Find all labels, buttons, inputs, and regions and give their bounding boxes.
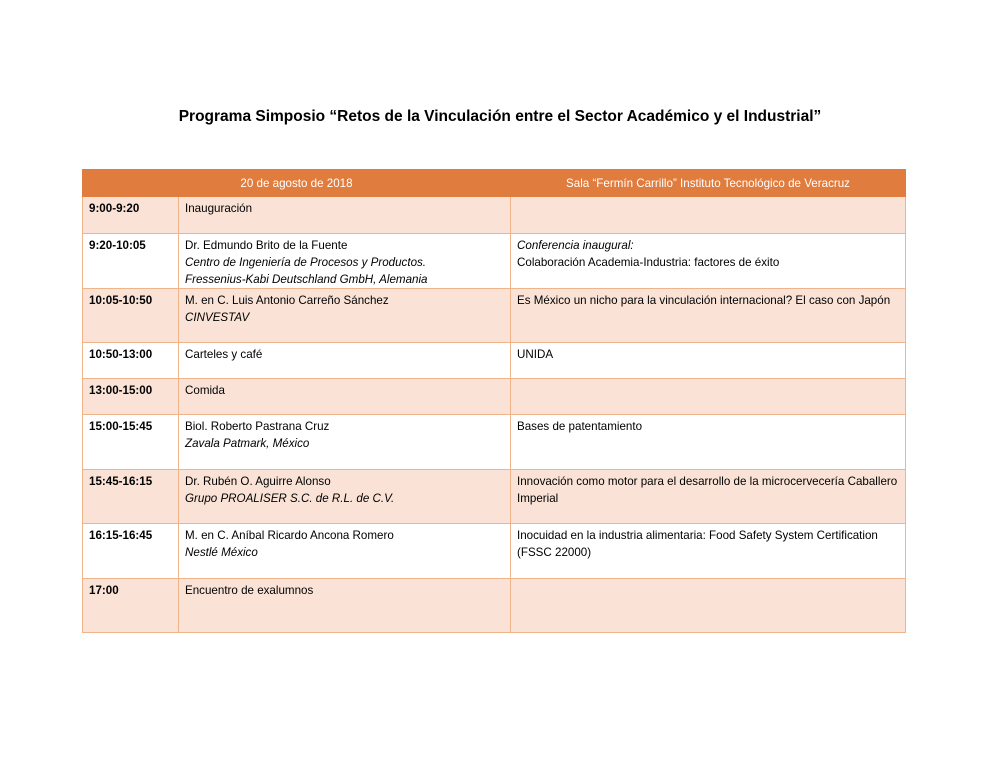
topic-text: UNIDA (517, 348, 554, 361)
row-speaker (179, 415, 511, 470)
row-topic (511, 234, 906, 289)
speaker-name: M. en C. Luis Antonio Carreño Sánchez (185, 294, 389, 307)
row-speaker (179, 234, 511, 289)
row-speaker (179, 197, 511, 234)
table-row (83, 415, 906, 470)
table-row (83, 289, 906, 343)
speaker-name: Dr. Rubén O. Aguirre Alonso (185, 475, 331, 488)
table-row (83, 579, 906, 633)
row-time: 15:45-16:15 (83, 470, 179, 524)
row-time: 10:05-10:50 (83, 289, 179, 343)
table-header-row (83, 170, 906, 197)
row-topic (511, 197, 906, 234)
topic-text: Innovación como motor para el desarrollo de la microcervecería Caballero Imperial (517, 475, 898, 505)
row-speaker (179, 343, 511, 379)
topic-text: Inocuidad en la industria alimentaria: Food Safety System Certification (FSSC 22000) (517, 529, 878, 559)
page-title: Programa Simposio “Retos de la Vinculación entre el Sector Académico y el Industrial” (178, 108, 822, 125)
table-row (83, 524, 906, 579)
topic-label: Conferencia inaugural: (517, 239, 634, 252)
row-speaker (179, 579, 511, 633)
topic-text: Colaboración Academia-Industria: factores de éxito (517, 256, 780, 269)
row-time: 9:20-10:05 (83, 234, 179, 289)
row-topic (511, 289, 906, 343)
header-date: 20 de agosto de 2018 (83, 170, 511, 197)
table-row (83, 343, 906, 379)
program-table (82, 169, 906, 633)
row-speaker (179, 289, 511, 343)
row-topic (511, 343, 906, 379)
speaker-affiliation: Grupo PROALISER S.C. de R.L. de C.V. (185, 492, 395, 505)
row-time: 10:50-13:00 (83, 343, 179, 379)
speaker-affiliation: Nestlé México (185, 546, 258, 559)
row-time: 15:00-15:45 (83, 415, 179, 470)
speaker-name: Carteles y café (185, 348, 263, 361)
speaker-name: Comida (185, 384, 225, 397)
speaker-name: M. en C. Aníbal Ricardo Ancona Romero (185, 529, 394, 542)
speaker-affiliation: Centro de Ingeniería de Procesos y Productos. (185, 256, 427, 269)
row-topic (511, 379, 906, 415)
row-topic (511, 524, 906, 579)
header-venue: Sala “Fermín Carrillo” Instituto Tecnológico de Veracruz (511, 170, 906, 197)
speaker-affiliation: CINVESTAV (185, 311, 250, 324)
speaker-name: Biol. Roberto Pastrana Cruz (185, 420, 330, 433)
row-topic (511, 579, 906, 633)
table-row (83, 234, 906, 289)
row-time: 16:15-16:45 (83, 524, 179, 579)
table-row (83, 197, 906, 234)
speaker-affiliation: Fressenius-Kabi Deutschland GmbH, Alemania (185, 273, 428, 286)
row-time: 17:00 (83, 579, 179, 633)
row-topic (511, 415, 906, 470)
row-time: 9:00-9:20 (83, 197, 179, 234)
row-speaker (179, 379, 511, 415)
table-row (83, 470, 906, 524)
speaker-name: Dr. Edmundo Brito de la Fuente (185, 239, 348, 252)
topic-text: Es México un nicho para la vinculación internacional? El caso con Japón (517, 294, 891, 307)
row-speaker (179, 470, 511, 524)
speaker-affiliation: Zavala Patmark, México (185, 437, 310, 450)
topic-text: Bases de patentamiento (517, 420, 643, 433)
row-speaker (179, 524, 511, 579)
speaker-name: Inauguración (185, 202, 253, 215)
table-row (83, 379, 906, 415)
row-time: 13:00-15:00 (83, 379, 179, 415)
speaker-name: Encuentro de exalumnos (185, 584, 314, 597)
row-topic (511, 470, 906, 524)
